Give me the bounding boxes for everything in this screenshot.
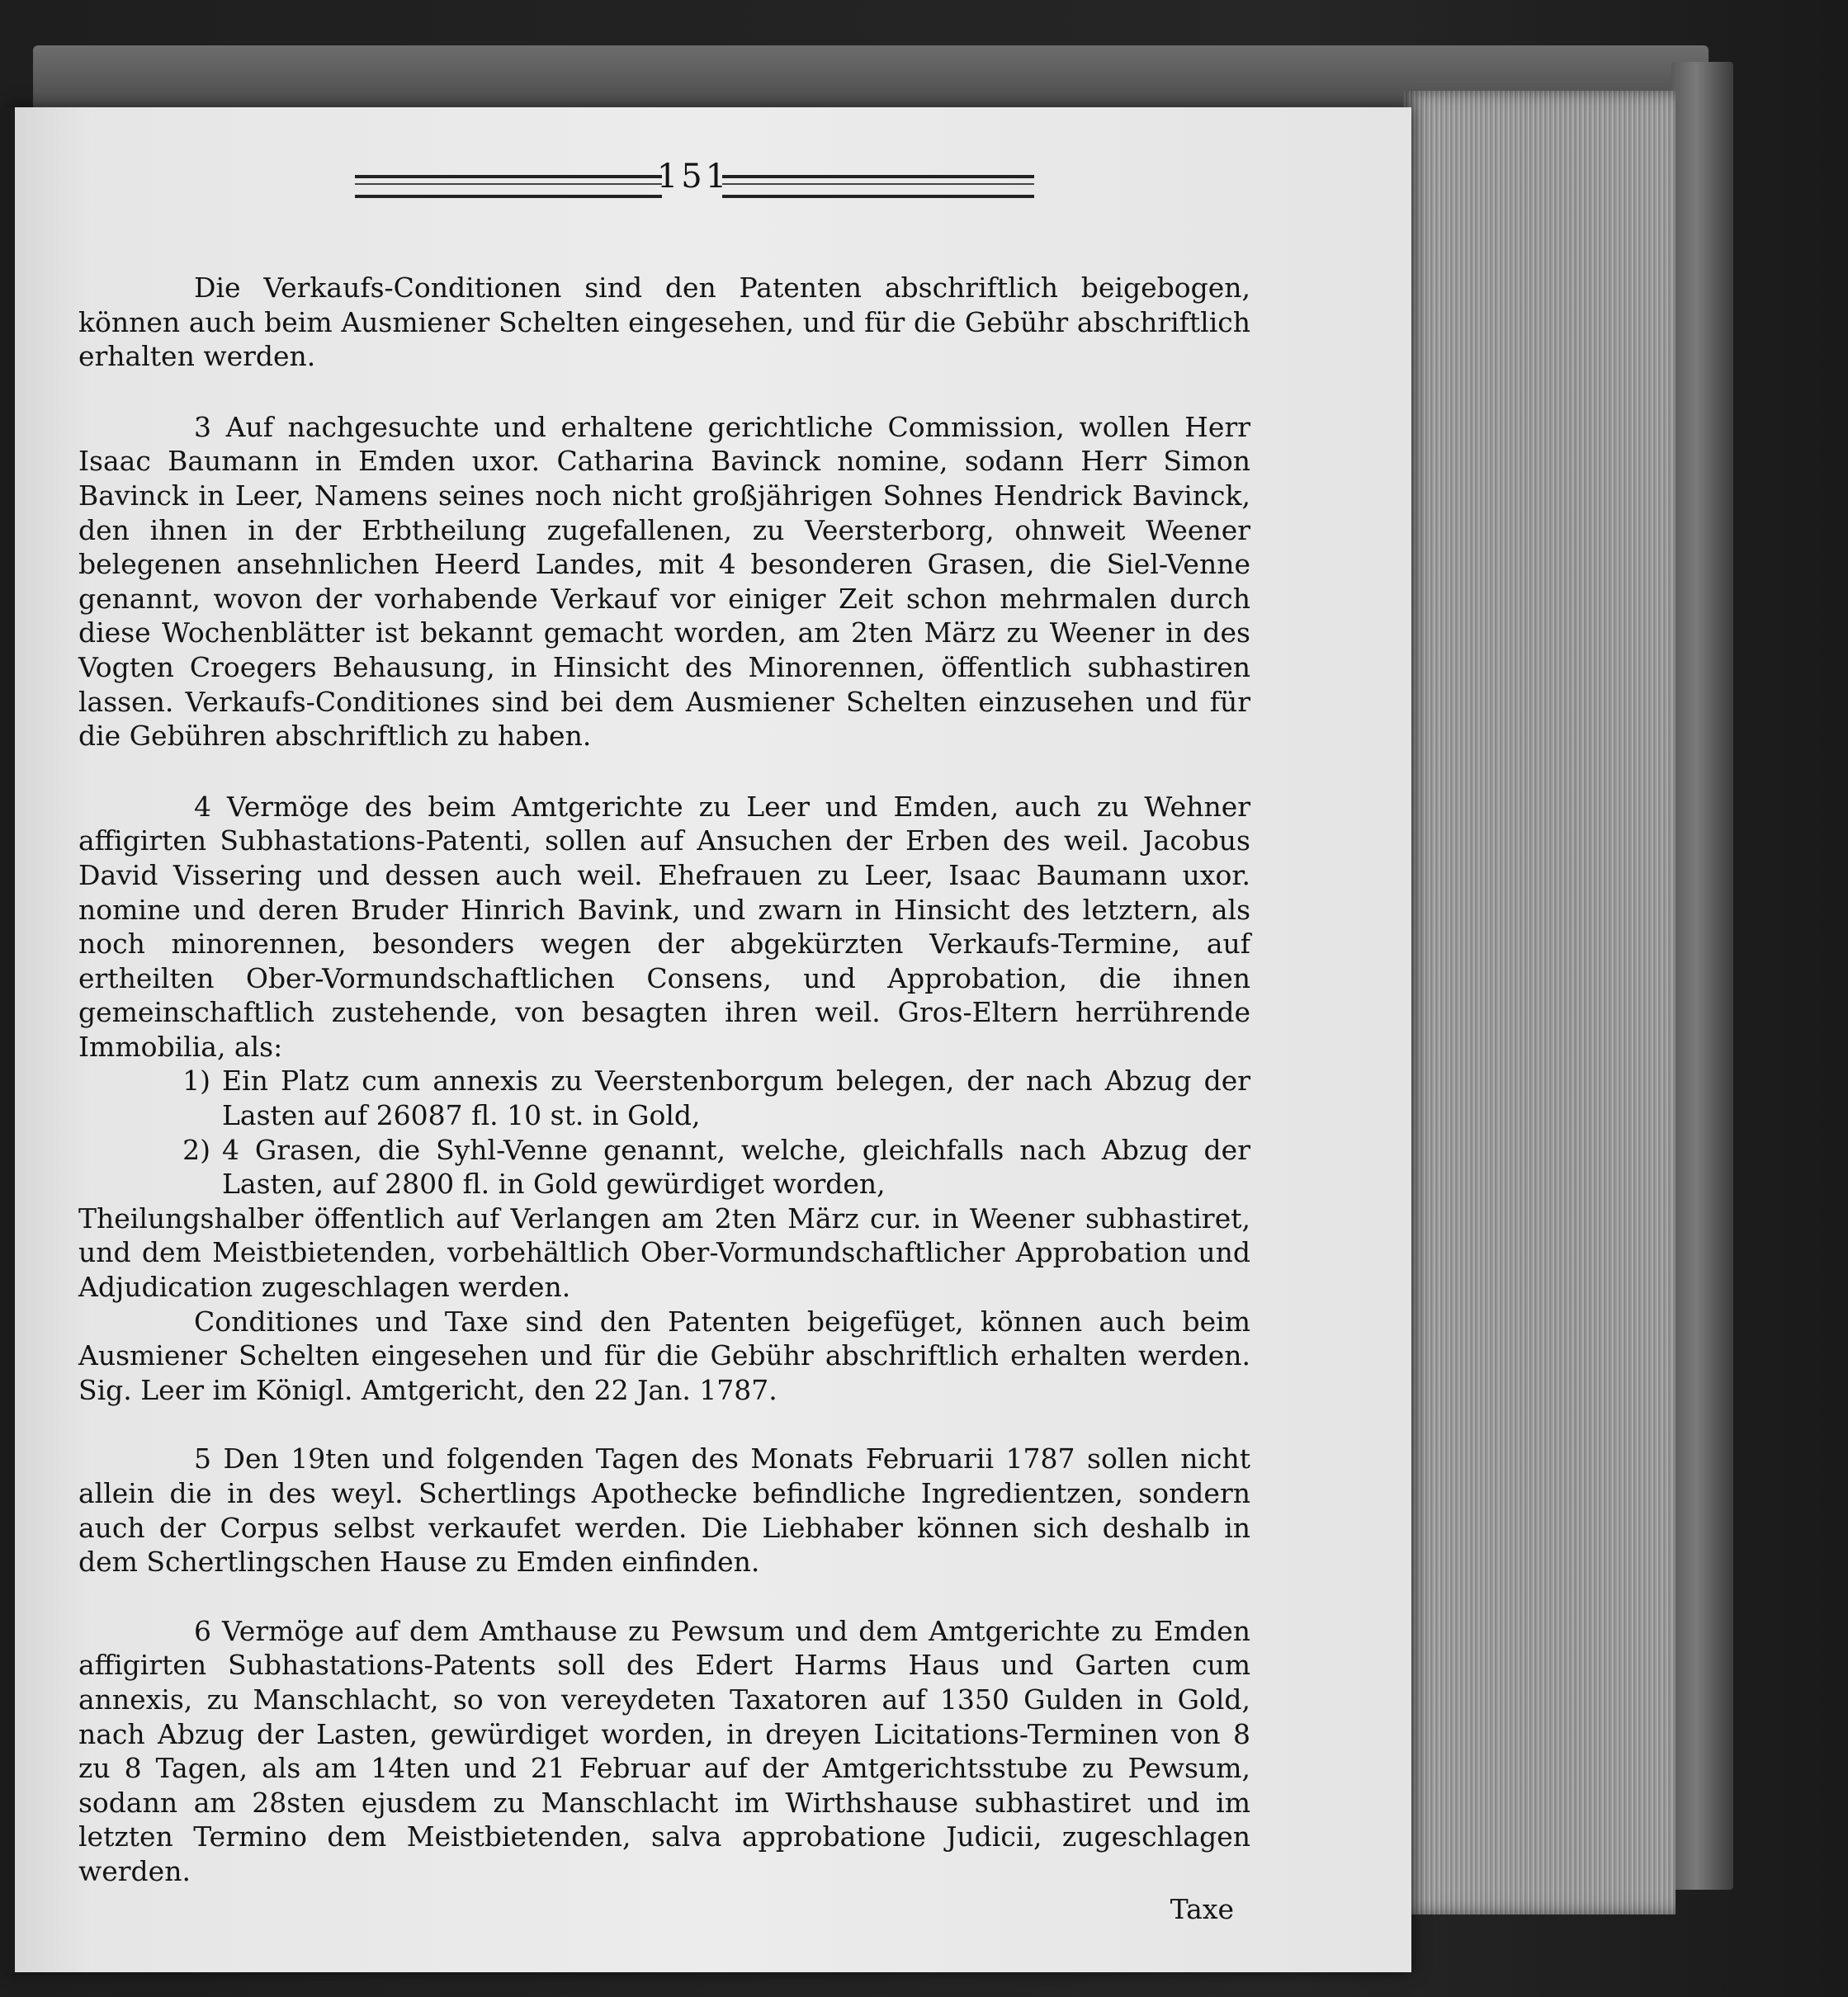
list-item-text: 4 Grasen, die Syhl-Venne genannt, welche, gleichfalls nach Abzug der Lasten, auf 2800 fl. in Gold gewürdiget worden, xyxy=(222,1133,1250,1201)
catchword: Taxe xyxy=(1170,1892,1234,1925)
list-item-number: 2) xyxy=(182,1133,210,1166)
list-item-1 xyxy=(78,1064,1250,1132)
paragraph-3: 3 Auf nachgesuchte und erhaltene gerichtliche Commission, wollen Herr Isaac Baumann in Emden uxor. Catharina Bavinck nomine, sodann Herr Simon Bavinck in Leer, Namens seines noch nicht großjährigen Sohnes Hendrick Bavinck, den ihnen in der Erbtheilung zugefallenen, zu Veersterborg, ohnweit Weener belegenen ansehnlichen Heerd Landes, mit 4 besonderen Grasen, die Siel-Venne genannt, wovon der vorhabende Verkauf vor einiger Zeit schon mehrmalen durch diese Wochenblätter ist bekannt gemacht worden, am 2ten März zu Weener in des Vogten Croegers Behausung, in Hinsicht des Minorennen, öffentlich subhastiren lassen. Verkaufs-Conditiones sind bei dem Ausmiener Schelten einzusehen und für die Gebühren abschriftlich zu haben. xyxy=(78,410,1250,753)
paragraph-conditions: Die Verkaufs-Conditionen sind den Patenten abschriftlich beigebogen, können auch beim Ausmiener Schelten eingesehen, und für die Gebühr abschriftlich erhalten werden. xyxy=(78,271,1250,373)
paragraph-4: 4 Vermöge des beim Amtgerichte zu Leer und Emden, auch zu Wehner affigirten Subhastations-Patenti, sollen auf Ansuchen der Erben des weil. Jacobus David Vissering und dessen auch weil. Ehefrauen zu Leer, Isaac Baumann uxor. nomine und deren Bruder Hinrich Bavink, und zwarn in Hinsicht des letztern, als noch minorennen, besonders wegen der abgekürzten Verkaufs-Termine, auf ertheilten Ober-Vormundschaftlichen Consens, und Approbation, die ihnen gemeinschaftlich zustehende, von besagten ihren weil. Gros-Eltern herrührende Immobilia, als: xyxy=(78,790,1250,1063)
paragraph-5: 5 Den 19ten und folgenden Tagen des Monats Februarii 1787 sollen nicht allein die in des weyl. Schertlings Apothecke befindliche Ingredientzen, sondern auch der Corpus selbst verkaufet werden. Die Liebhaber können sich deshalb in dem Schertlingschen Hause zu Emden einfinden. xyxy=(78,1442,1250,1579)
book-cover-right-edge xyxy=(1671,62,1733,1890)
list-item-text: Ein Platz cum annexis zu Veerstenborgum belegen, der nach Abzug der Lasten auf 26087 fl. 10 st. in Gold, xyxy=(222,1065,1250,1132)
paragraph-4-conditions: Conditiones und Taxe sind den Patenten beigefüget, können auch beim Ausmiener Schelten eingesehen und für die Gebühr abschriftlich erhalten werden. Sig. Leer im Königl. Amtgericht, den 22 Jan. 1787. xyxy=(78,1305,1250,1406)
header-rule-right xyxy=(722,175,1034,198)
list-item-number: 1) xyxy=(182,1065,210,1098)
book-spine-shadow xyxy=(0,107,15,1972)
paragraph-4-continuation: Theilungshalber öffentlich auf Verlangen am 2ten März cur. in Weener subhastiret, und dem Meistbietenden, vorbehältlich Ober-Vormundschaftlicher Approbation und Adjudication zugeschlagen werden. xyxy=(78,1202,1250,1304)
paragraph-6: 6 Vermöge auf dem Amthause zu Pewsum und dem Amtgerichte zu Emden affigirten Subhastations-Patents soll des Edert Harms Haus und Garten cum annexis, zu Manschlacht, so von vereydeten Taxatoren auf 1350 Gulden in Gold, nach Abzug der Lasten, gewürdiget worden, in dreyen Licitations-Terminen von 8 zu 8 Tagen, als am 14ten und 21 Februar auf der Amtgerichtsstube zu Pewsum, sodann am 28sten ejusdem zu Manschlacht im Wirthshause subhastiret und im letzten Termino dem Meistbietenden, salva approbatione Judicii, zugeschlagen werden. xyxy=(78,1614,1250,1887)
list-item-2 xyxy=(78,1133,1250,1202)
header-rule-left xyxy=(355,175,662,198)
page-header: 151 xyxy=(78,157,1250,206)
page-text xyxy=(78,157,1250,1926)
book-page-edges xyxy=(1403,91,1675,1914)
